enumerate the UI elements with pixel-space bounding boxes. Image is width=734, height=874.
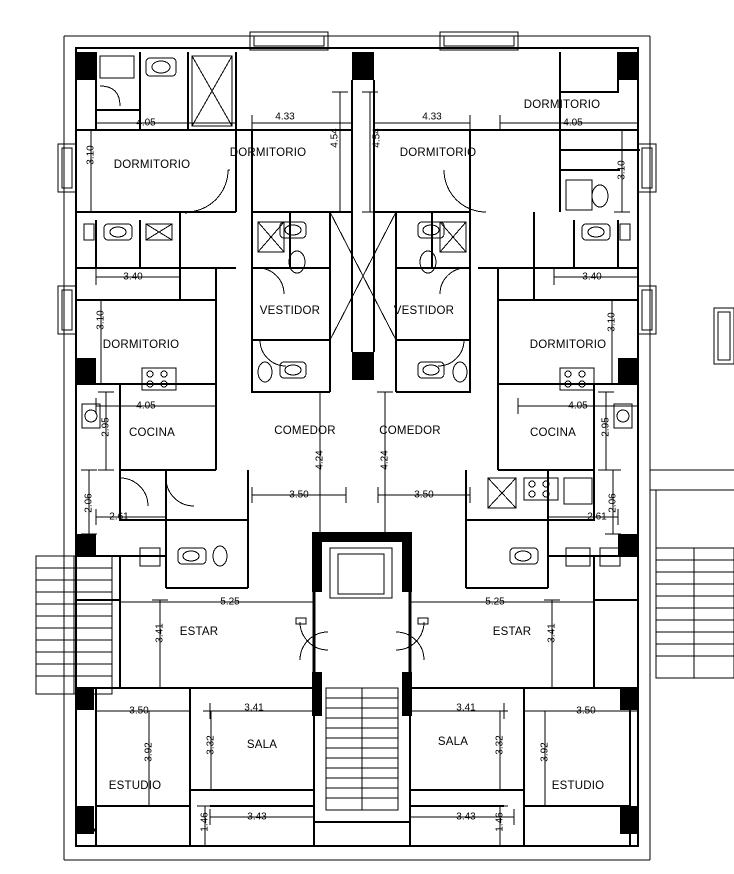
room-label: ESTAR — [492, 626, 532, 638]
dimension-label: 3.10 — [95, 310, 107, 330]
room-label: SALA — [246, 739, 278, 751]
dimension-label: 4.33 — [422, 111, 442, 123]
dimension-label: 3.50 — [414, 489, 434, 501]
dimension-label: 3.43 — [247, 811, 267, 823]
dimension-label: 3.50 — [289, 489, 309, 501]
room-label: DORMITORIO — [113, 159, 191, 171]
room-label: COMEDOR — [379, 425, 441, 437]
dimension-label: 4.05 — [568, 400, 588, 412]
columns — [76, 52, 638, 834]
dimension-label: 3.50 — [129, 705, 149, 717]
exterior-stair-left — [36, 556, 112, 694]
room-label: COMEDOR — [274, 425, 336, 437]
dimension-label: 3.10 — [616, 160, 628, 180]
dimension-label: 4.24 — [314, 450, 326, 470]
room-label: ESTAR — [179, 626, 219, 638]
dimension-label: 2.61 — [109, 511, 129, 523]
upper-left-bathroom — [96, 52, 236, 130]
right-detail-boxes — [650, 308, 734, 548]
upper-left-fixtures — [100, 56, 232, 126]
room-label: VESTIDOR — [393, 305, 455, 317]
dimension-label: 3.10 — [606, 312, 618, 332]
dimension-label: 4.05 — [563, 117, 583, 129]
dimension-label: 2.06 — [607, 493, 619, 513]
lobby-doors — [296, 618, 428, 660]
room-label: COCINA — [530, 427, 576, 439]
room-label: DORMITORIO — [102, 339, 180, 351]
dimension-label: 4.54 — [329, 128, 341, 148]
dimension-label: 4.33 — [275, 111, 295, 123]
dimension-label: 3.41 — [244, 702, 264, 714]
dimension-label: 4.05 — [136, 117, 156, 129]
dimension-label: 3.40 — [582, 271, 602, 283]
dimension-label: 3.10 — [85, 145, 97, 165]
dimension-label: 3.41 — [546, 623, 558, 643]
dimension-label: 2.61 — [587, 511, 607, 523]
dimension-label: 4.54 — [371, 128, 383, 148]
exterior-stair-right — [656, 548, 734, 678]
dimension-label: 2.06 — [83, 493, 95, 513]
dimension-label: 3.50 — [576, 705, 596, 717]
mid-right-fixtures — [566, 180, 630, 240]
dimension-label: 3.92 — [539, 742, 551, 762]
top-bedrooms-walls — [76, 80, 638, 212]
building-outline — [76, 48, 638, 846]
dimension-label: 2.95 — [100, 417, 112, 437]
site-boundary — [64, 36, 650, 860]
core-shaft-cross — [330, 212, 396, 340]
mid-right-bath — [478, 150, 640, 384]
dimension-label: 3.41 — [154, 623, 166, 643]
dimension-label: 3.32 — [205, 735, 217, 755]
service-fixtures — [120, 478, 620, 566]
elevator-cab — [330, 548, 392, 598]
dimension-label: 4.05 — [136, 400, 156, 412]
door-swings — [186, 170, 486, 214]
room-label: ESTUDIO — [108, 780, 162, 792]
room-label: DORMITORIO — [399, 147, 477, 159]
room-label: ESTUDIO — [551, 780, 605, 792]
lobby-stair — [326, 688, 398, 810]
mid-left-fixtures — [84, 224, 172, 240]
dimension-label: 2.95 — [600, 417, 612, 437]
elevator-core — [314, 534, 410, 688]
dimension-label: 5.25 — [220, 596, 240, 608]
room-label: SALA — [437, 736, 469, 748]
room-label: DORMITORIO — [523, 99, 601, 111]
kitchen-walls — [76, 300, 638, 470]
dimension-label: 4.24 — [379, 450, 391, 470]
room-label: DORMITORIO — [229, 147, 307, 159]
room-label: VESTIDOR — [259, 305, 321, 317]
dimension-label: 1.46 — [199, 812, 211, 832]
dimension-label: 3.40 — [123, 271, 143, 283]
dimension-label: 1.46 — [494, 812, 506, 832]
dimension-label: 5.25 — [485, 596, 505, 608]
dimension-label: 3.43 — [456, 811, 476, 823]
room-label: DORMITORIO — [529, 339, 607, 351]
mid-left-bath — [76, 212, 236, 384]
dimension-label: 3.32 — [494, 735, 506, 755]
dimension-label: 3.41 — [456, 702, 476, 714]
upper-right-bathroom — [560, 52, 618, 92]
room-label: COCINA — [129, 427, 175, 439]
dimension-lines — [81, 92, 638, 846]
dimension-label: 3.92 — [143, 742, 155, 762]
